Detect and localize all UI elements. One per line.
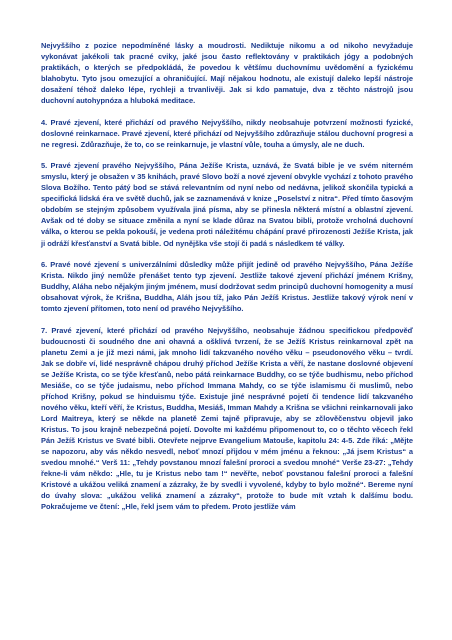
paragraph-point-7: 7. Pravé zjevení, které přichází od pravého Nejvyššího, neobsahuje žádnou specifickou předpověď budoucnosti či soudného dne ani ohavná a ošklivá tvrzení, že se Ježíš Kristus reinkarnoval zpět na planetu Zemi a je již mezi námi, jak mnoho lidí takzvaného nového věku – pseudonového věku – tvrdí. Jak se dobře ví, lidé nesprávně chápou druhý příchod Ježíše Krista a věří, že nastane doslovné objevení se Ježíše Krista, co se týče křesťanů, nebo pátá reinkarnace Buddhy, co se týče budhismu, nebo příchod Mesiáše, co se týče judaismu, nebo příchod Immana Mahdy, co se týče islamismu či muslimů, nebo příchod Krišny, pokud se hinduismu týče. Existuje jiné nesprávné pojetí či tendence lidí takzvaného nového věku, kteří věří, že Kristus, Buddha, Mesiáš, Imman Mahdy a Krišna se všichni reinkarnovali jako Lord Maitreya, který se někde na planetě Zemi tajně připravuje, aby se zčlověčenstvu objevil jako Kristus. To jsou krajně nebezpečná pojetí. Dovolte mi každému připomenout to, co o těchto věcech řekl Pán Ježíš Kristus ve Svaté bibli. Otevřete nejprve Evangelium Matouše, kapitolu 24: 4-5. Zde říká: „Mějte se napozoru, aby vás někdo nesvedl, neboť mnozí přijdou v mém jménu a řeknou: „Já jsem Kristus“ a svedou mnohé.“ Verš 11: „Tehdy povstanou mnozí falešní proroci a svedou mnohé“ Verše 23-27: „Tehdy řekne-li vám někdo: „Hle, tu je Kristus nebo tam !“ nevěřte, neboť povstanou falešní proroci a falešní Kristové a ukážou veliká znamení a zázraky, že by svedli i vyvolené, kdyby to bylo možné“. Bereme nyní do úvahy slova: „ukážou veliká znamení a zázraky“, protože to bude mít vztah k dalšímu bodu. Pokračujeme ve čtení: „Hle, řekl jsem vám to předem. Proto jestliže vám [41,325,413,512]
paragraph-intro: Nejvyššího z pozice nepodmíněné lásky a moudrosti. Nediktuje nikomu a od nikoho nevyžaduje vykonávat jakékoli tak pracné cviky, jaké jsou často reflektovány v praktikách jógy a podobných praktikách, o kterých se předpokládá, že povedou k většímu duchovnímu uvědomění a fyzickému blahobytu. Tyto jsou omezující a ohraničující. Mají nějakou hodnotu, ale existují daleko lepší nástroje dosažení téhož daleko lépe, rychleji a trvanlivěji. Jak si kdo pamatuje, dva z těchto nástrojů jsou duchovní autohypnóza a hluboká meditace. [41,41,413,106]
paragraph-point-6: 6. Pravé nové zjevení s univerzálními důsledky může přijít jedině od pravého Nejvyššího, Pána Ježíše Krista. Nikdo jiný nemůže přenášet tento typ zjevení. Jestliže takové zjevení přichází jménem Krišny, Buddhy, Aláha nebo nějakým jiným jménem, musí dodržovat sedm principů duchovní homogenity a musí obsahovat výrok, že Krišna, Buddha, Aláh jsou tíž, jako Pán Ježíš Kristus. Jestliže takový výrok není v tomto zjevení přítomen, toto není od pravého Nejvyššího. [41,259,413,314]
paragraph-point-5: 5. Pravé zjevení pravého Nejvyššího, Pána Ježíše Krista, uznává, že Svatá bible je ve svém niterném smyslu, který je obsažen v 35 knihách, pravé Slovo boží a nové zjevení obvykle vychází z tohoto pravého Slova Božího. Tento pátý bod se stává relevantním od nyní nebo od nedávna, jelikož skončila typická a specifická lidská éra ve světě duchů, jak se zaznamenává v knize „Poselství z nitra“. Před tímto časovým obdobím se stejným způsobem využívala jiná písma, aby se přinesla některá místní a oblastní zjevení. Avšak od té doby se situace změnila a nyní se klade důraz na Svatou bibli, protože vrcholná duchovní válka, o kterou se pekla pokouší, je vedena proti náležitému chápání pravé přirozenosti Ježíše Krista, jak ji odráží křesťanství a Svatá bible. Od nynějška vše stojí či padá s následkem té války. [41,161,413,248]
document-body [41,40,413,523]
paragraph-point-4: 4. Pravé zjevení, které přichází od pravého Nejvyššího, nikdy neobsahuje potvrzení možnosti fyzické, doslovné reinkarnace. Pravé zjevení, které přichází od Nejvyššího zdůrazňuje stálou duchovní progresi a ne regresi. Zdůrazňuje, že to, co se reinkarnuje, je vlastní vůle, touha a úmysly, ale ne duch. [41,117,413,149]
